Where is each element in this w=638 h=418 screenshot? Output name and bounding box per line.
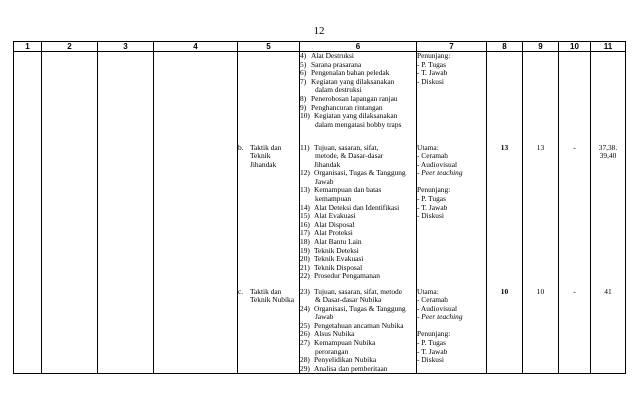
value-cell: -	[559, 288, 591, 374]
column-header: 7	[417, 42, 487, 52]
topic-cell: c. Taktik dan Teknik Nubika	[238, 288, 300, 374]
value-cell: 10	[487, 288, 523, 374]
column-header: 6	[300, 42, 417, 52]
value-cell: 10	[523, 288, 559, 374]
table-row-b	[14, 144, 626, 288]
reference-cell: 41	[591, 288, 626, 374]
materials-cell: 11) Tujuan, sasaran, sifat, metode, & Dasar-dasar Jihandak 12) Organisasi, Tugas & Tanggung Jawab 13) Kemampuan dan batas kemampuan 14) Alat Deteksi dan Identifikasi 15) Alat Evakuasi 16) Alat Disposal 17) Alat Proteksi 18) Alat Bantu Lain 19) Teknik Deteksi 20) Teknik Evakuasi 21) Teknik Disposal 22) Prosedur Pengamanan	[300, 144, 417, 288]
column-header: 3	[98, 42, 154, 52]
column-header: 11	[591, 42, 626, 52]
table-row-a	[14, 52, 626, 144]
methods-cell: Utama: - Ceramah - Audiovisual - Peer teaching Penunjang: - P. Tugas - T. Jawab - Diskusi	[417, 144, 487, 288]
methods-cell: Utama: - Ceramah - Audiovisual - Peer teaching Penunjang: - P. Tugas - T. Jawab - Diskusi	[417, 288, 487, 374]
column-header: 2	[42, 42, 98, 52]
page-number: 12	[313, 25, 325, 37]
column-header: 1	[14, 42, 42, 52]
header-row	[14, 42, 626, 52]
materials-cell: 23) Tujuan, sasaran, sifat, metode & Dasar-dasar Nubika 24) Organisasi, Tugas & Tanggung Jawab 25) Pengetahuan ancaman Nubika 26) Alsus Nubika 27) Kemampuan Nubika perorangan 28) Penyelidikan Nubika 29) Analisa dan pemberitaan	[300, 288, 417, 374]
topic-cell: b. Taktik dan Teknik Jihandak	[238, 144, 300, 288]
value-cell: 13	[487, 144, 523, 288]
column-header: 10	[559, 42, 591, 52]
methods-cell: Penunjang: - P. Tugas - T. Jawab - Diskusi	[417, 52, 487, 144]
column-header: 4	[154, 42, 238, 52]
value-cell: -	[559, 144, 591, 288]
column-header: 5	[238, 42, 300, 52]
column-header: 8	[487, 42, 523, 52]
column-header: 9	[523, 42, 559, 52]
value-cell: 13	[523, 144, 559, 288]
table-row-c	[14, 288, 626, 374]
materials-cell: 4) Alat Destruksi 5) Sarana prasarana 6) Pengenalan bahan peledak 7) Kegiatan yang dilaksanakan dalam destruksi 8) Penerobosan lapangan ranjau 9) Penghancuran rintangan 10) Kegiatan yang dilaksanakan dalam mengatasi bobby traps	[300, 52, 417, 144]
reference-cell: 37,38. 39,40	[591, 144, 626, 288]
curriculum-table	[13, 41, 626, 374]
